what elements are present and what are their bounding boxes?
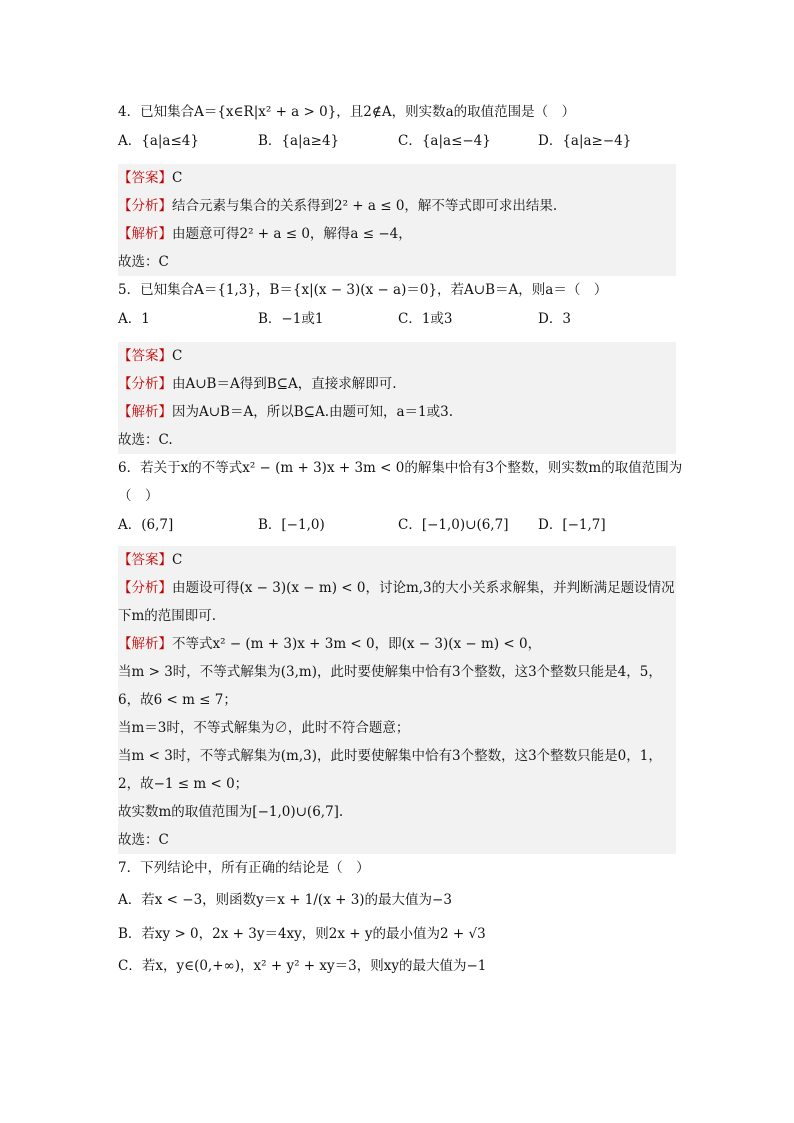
answer-tag: 【答案】 (118, 348, 172, 364)
question-6-case-2: 当m＝3时，不等式解集为∅，此时不符合题意； (118, 720, 410, 736)
question-7-option-b: B．若xy > 0，2x + 3y＝4xy，则2x + y的最小值为2 + √3 (118, 926, 486, 942)
question-4-option-d: D．{a|a≥−4} (538, 133, 632, 149)
question-5-options (118, 304, 676, 334)
question-6-solution: 不等式x² − (m + 3)x + 3m < 0，即(x − 3)(x − m) < 0， (172, 636, 542, 652)
question-5-solution: 因为A∪B＝A，所以B⊆A.由题可知，a＝1或3. (172, 404, 454, 420)
solution-tag: 【解析】 (118, 226, 172, 242)
question-5-answer: C (172, 348, 183, 364)
question-7-option-c: C．若x，y∈(0,+∞)，x² + y² + xy＝3，则xy的最大值为−1 (118, 958, 487, 974)
question-6-options (118, 510, 676, 540)
question-5-answer-block (118, 342, 676, 454)
question-6-case-3-line-1: 当m < 3时，不等式解集为(m,3)，此时要使解集中恰有3个整数，这3个整数只能是0，1， (118, 748, 662, 764)
question-5-option-a: A．1 (118, 311, 150, 327)
question-6-option-d: D．[−1,7] (538, 517, 606, 533)
question-4-option-a: A．{a|a≤4} (118, 133, 199, 149)
question-6-analysis-line-1: 由题设可得(x − 3)(x − m) < 0，讨论m,3的大小关系求解集，并判断满足题设情况 (172, 580, 675, 596)
question-5-option-d: D．3 (538, 311, 571, 327)
question-5-choose: 故选：C. (118, 432, 173, 448)
analysis-tag: 【分析】 (118, 580, 172, 596)
question-6-analysis-line-2: 下m的范围即可. (118, 608, 217, 624)
question-4-analysis: 结合元素与集合的关系得到2² + a ≤ 0，解不等式即可求出结果. (172, 198, 558, 214)
question-7 (118, 854, 676, 982)
analysis-tag: 【分析】 (118, 376, 172, 392)
question-4-option-c: C．{a|a≤−4} (398, 133, 491, 149)
question-6-case-3-line-2: 2，故−1 ≤ m < 0； (118, 776, 249, 792)
question-4-options (118, 126, 676, 156)
solution-tag: 【解析】 (118, 404, 172, 420)
question-5-stem: 5．已知集合A＝{1,3}，B＝{x|(x − 3)(x − a)＝0}，若A∪B＝A，则a＝（ ） (118, 282, 608, 298)
answer-tag: 【答案】 (118, 552, 172, 568)
question-5-option-b: B．−1或1 (258, 311, 324, 327)
analysis-tag: 【分析】 (118, 198, 172, 214)
question-4-answer: C (172, 170, 183, 186)
question-4 (118, 98, 676, 276)
question-5-analysis: 由A∪B＝A得到B⊆A，直接求解即可. (172, 376, 397, 392)
question-6-stem-line-2: （ ） (118, 488, 159, 504)
question-6 (118, 454, 683, 854)
question-4-choose: 故选：C (118, 254, 169, 270)
answer-tag: 【答案】 (118, 170, 172, 186)
question-6-option-a: A．(6,7] (118, 517, 174, 533)
question-6-stem-line-1: 6．若关于x的不等式x² − (m + 3)x + 3m < 0的解集中恰有3个整数，则实数m的取值范围为 (118, 460, 683, 476)
question-6-case-1-line-1: 当m > 3时，不等式解集为(3,m)，此时要使解集中恰有3个整数，这3个整数只能是4，5， (118, 664, 662, 680)
question-5 (118, 276, 676, 454)
question-6-case-1-line-2: 6，故6 < m ≤ 7； (118, 692, 237, 708)
solution-tag: 【解析】 (118, 636, 172, 652)
question-6-answer: C (172, 552, 183, 568)
question-6-conclusion: 故实数m的取值范围为[−1,0)∪(6,7]. (118, 804, 344, 820)
question-4-answer-block (118, 164, 676, 276)
question-6-option-c: C．[−1,0)∪(6,7] (398, 517, 509, 533)
question-4-stem: 4．已知集合A＝{x∈R|x² + a > 0}，且2∉A，则实数a的取值范围是（ ） (118, 104, 576, 120)
question-6-answer-block (118, 546, 676, 854)
question-5-option-c: C．1或3 (398, 311, 453, 327)
question-6-option-b: B．[−1,0) (258, 517, 325, 533)
question-4-option-b: B．{a|a≥4} (258, 133, 340, 149)
question-6-choose: 故选：C (118, 832, 169, 848)
question-7-stem: 7．下列结论中，所有正确的结论是（ ） (118, 860, 370, 876)
question-list (118, 98, 683, 982)
question-4-solution: 由题意可得2² + a ≤ 0，解得a ≤ −4， (172, 226, 412, 242)
question-7-option-a: A．若x < −3，则函数y＝x + 1/(x + 3)的最大值为−3 (118, 892, 452, 908)
